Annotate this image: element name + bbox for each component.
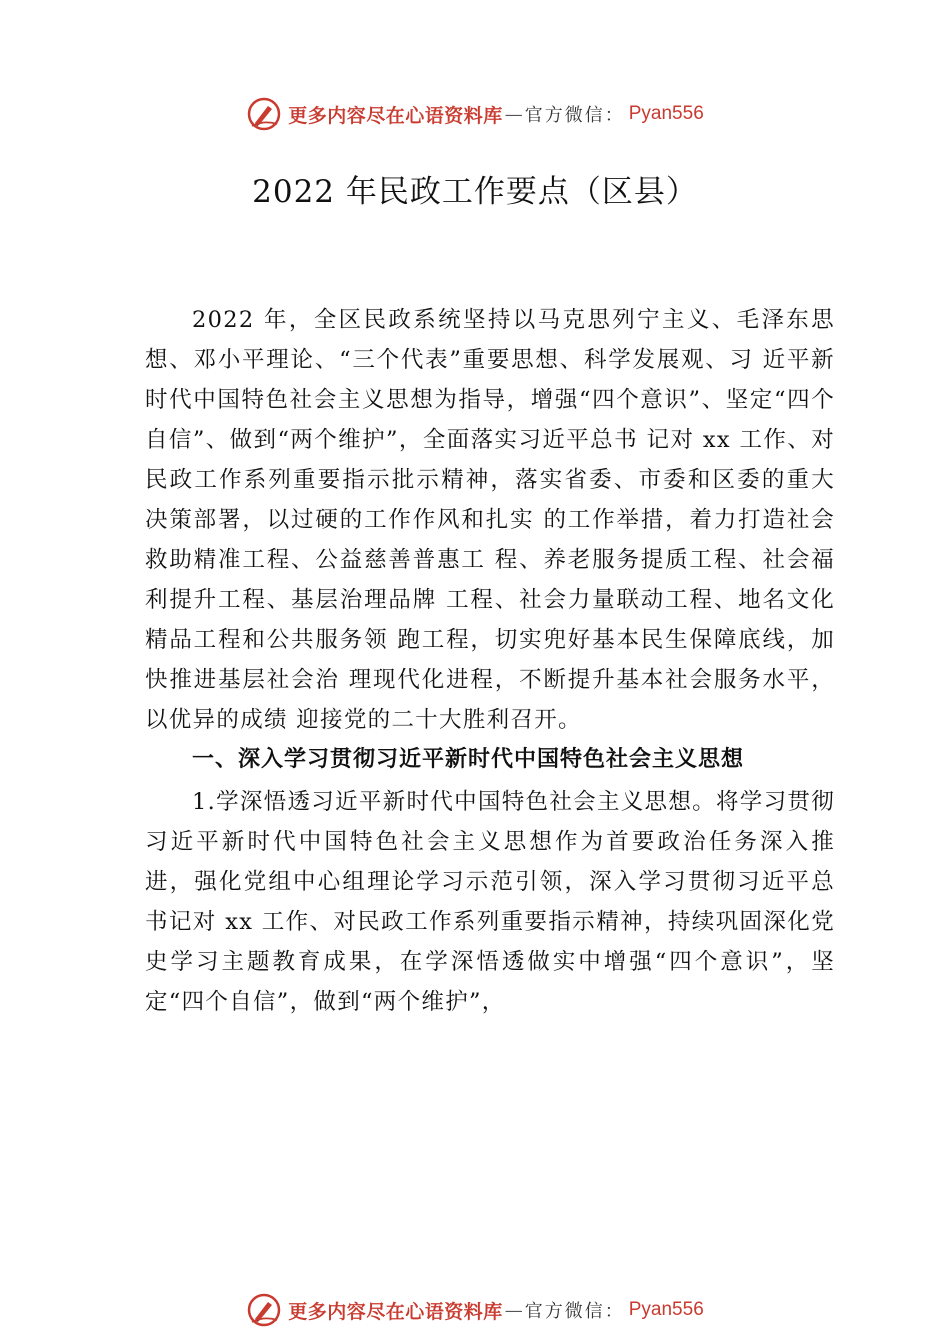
document-title: 2022 年民政工作要点（区县） (252, 174, 698, 210)
pen-logo-icon (246, 1292, 282, 1328)
document-body (145, 300, 835, 1022)
item-paragraph-1: 1.学深悟透习近平新时代中国特色社会主义思想。将学习贯彻习近平新时代中国特色社会主义思想作为首要政治任务深入推进，强化党组中心组理论学习示范引领，深入学习贯彻习近平总书记对 xx 工作、对民政工作系列重要指示精神，持续巩固深化党史学习主题教育成果，在学深悟透做实中增强“四个意识”，坚定“四个自信”，做到“两个维护”， (145, 789, 835, 1015)
watermark-dash: — (504, 103, 523, 125)
watermark-footer (0, 1290, 950, 1330)
watermark-header (0, 94, 950, 134)
pen-logo-icon (246, 96, 282, 132)
watermark-brand: 更多内容尽在心语资料库 (288, 1300, 503, 1323)
section-heading-1: 一、深入学习贯彻习近平新时代中国特色社会主义思想 (192, 747, 745, 772)
watermark-official-label: 官方微信： (524, 105, 625, 126)
watermark-dash: — (504, 1299, 523, 1321)
watermark-wechat-id: Pyan556 (628, 1299, 704, 1320)
watermark-brand: 更多内容尽在心语资料库 (288, 104, 503, 127)
watermark-official-label: 官方微信： (524, 1301, 625, 1322)
intro-paragraph: 2022 年，全区民政系统坚持以马克思列宁主义、毛泽东思想、邓小平理论、“三个代表”重要思想、科学发展观、习 近平新时代中国特色社会主义思想为指导，增强“四个意识”、坚定“四个自信”、做到“两个维护”，全面落实习近平总书 记对 xx 工作、对民政工作系列重要指示批示精神，落实省委、市委和区委的重大决策部署，以过硬的工作作风和扎实 的工作举措，着力打造社会救助精准工程、公益慈善普惠工 程、养老服务提质工程、社会福利提升工程、基层治理品牌 工程、社会力量联动工程、地名文化精品工程和公共服务领 跑工程，切实兜好基本民生保障底线，加快推进基层社会治 理现代化进程，不断提升基本社会服务水平，以优异的成绩 迎接党的二十大胜利召开。 (145, 307, 835, 733)
watermark-wechat-id: Pyan556 (628, 103, 704, 124)
